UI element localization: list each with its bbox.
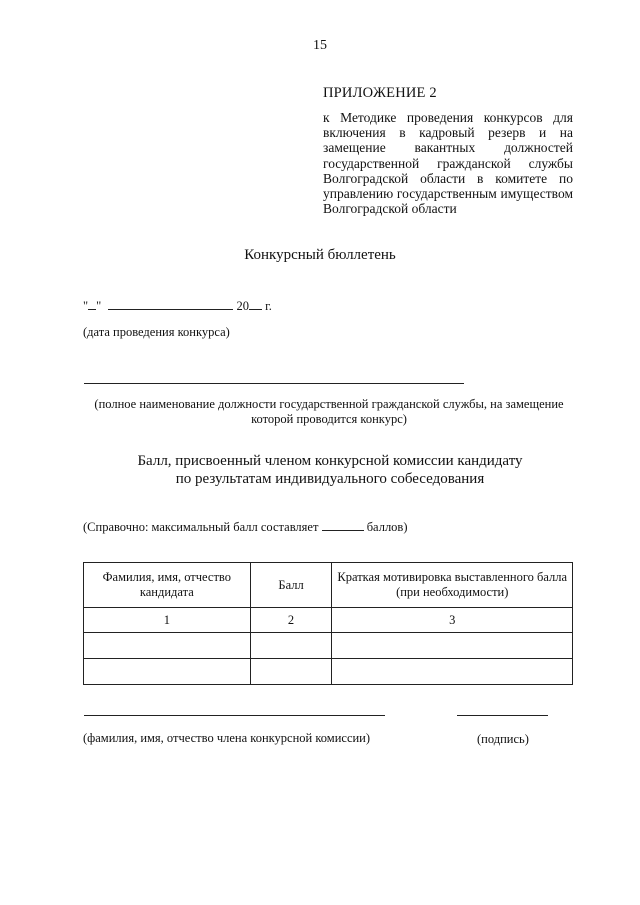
header-candidate: Фамилия, имя, отчество кандидата bbox=[84, 563, 251, 608]
header-motivation: Краткая мотивировка выставленного балла (при необходимости) bbox=[332, 563, 573, 608]
motivation-cell[interactable] bbox=[332, 659, 573, 685]
member-name-line bbox=[84, 715, 385, 716]
score-heading bbox=[0, 452, 640, 488]
score-table bbox=[83, 562, 573, 685]
table-row bbox=[84, 659, 573, 685]
appendix-title: ПРИЛОЖЕНИЕ 2 bbox=[323, 85, 437, 101]
day-blank bbox=[88, 297, 96, 310]
date-caption: (дата проведения конкурса) bbox=[83, 325, 230, 339]
max-score-blank bbox=[322, 518, 364, 531]
score-heading-line2: по результатам индивидуального собеседования bbox=[175, 471, 485, 487]
candidate-cell[interactable] bbox=[84, 659, 251, 685]
score-cell[interactable] bbox=[250, 633, 332, 659]
reference-suffix: баллов) bbox=[366, 520, 408, 534]
page-number: 15 bbox=[313, 38, 327, 53]
year-blank bbox=[249, 297, 262, 310]
year-prefix: 20 bbox=[236, 299, 249, 313]
table-header-row bbox=[84, 563, 573, 608]
column-number: 1 bbox=[84, 608, 251, 633]
date-close-quote: " bbox=[96, 299, 102, 313]
appendix-text: к Методике проведения конкурсов для включения в кадровый резерв и на замещение вакантных должностей государственной гражданской службы Волгоградской области в комитете по управлению государственным имуществом Волгоградской области bbox=[323, 110, 573, 217]
score-cell[interactable] bbox=[250, 659, 332, 685]
year-suffix: г. bbox=[265, 299, 272, 313]
column-number: 3 bbox=[332, 608, 573, 633]
month-blank bbox=[108, 297, 233, 310]
date-open-quote: " bbox=[83, 299, 89, 313]
position-caption: (полное наименование должности государственной гражданской службы, на замещение которой проводится конкурс) bbox=[94, 397, 564, 426]
column-number: 2 bbox=[250, 608, 332, 633]
header-score: Балл bbox=[250, 563, 332, 608]
score-heading-line1: Балл, присвоенный членом конкурсной комиссии кандидату bbox=[137, 453, 523, 469]
column-number-row bbox=[84, 608, 573, 633]
signature-line bbox=[457, 715, 548, 716]
reference-note bbox=[83, 518, 408, 535]
table-row bbox=[84, 633, 573, 659]
ballot-title: Конкурсный бюллетень bbox=[244, 247, 396, 263]
signature-caption: (подпись) bbox=[477, 732, 529, 746]
member-name-caption: (фамилия, имя, отчество члена конкурсной комиссии) bbox=[83, 731, 371, 745]
date-line bbox=[83, 297, 272, 314]
reference-prefix: (Справочно: максимальный балл составляет bbox=[83, 520, 319, 534]
candidate-cell[interactable] bbox=[84, 633, 251, 659]
position-line bbox=[84, 383, 464, 384]
motivation-cell[interactable] bbox=[332, 633, 573, 659]
